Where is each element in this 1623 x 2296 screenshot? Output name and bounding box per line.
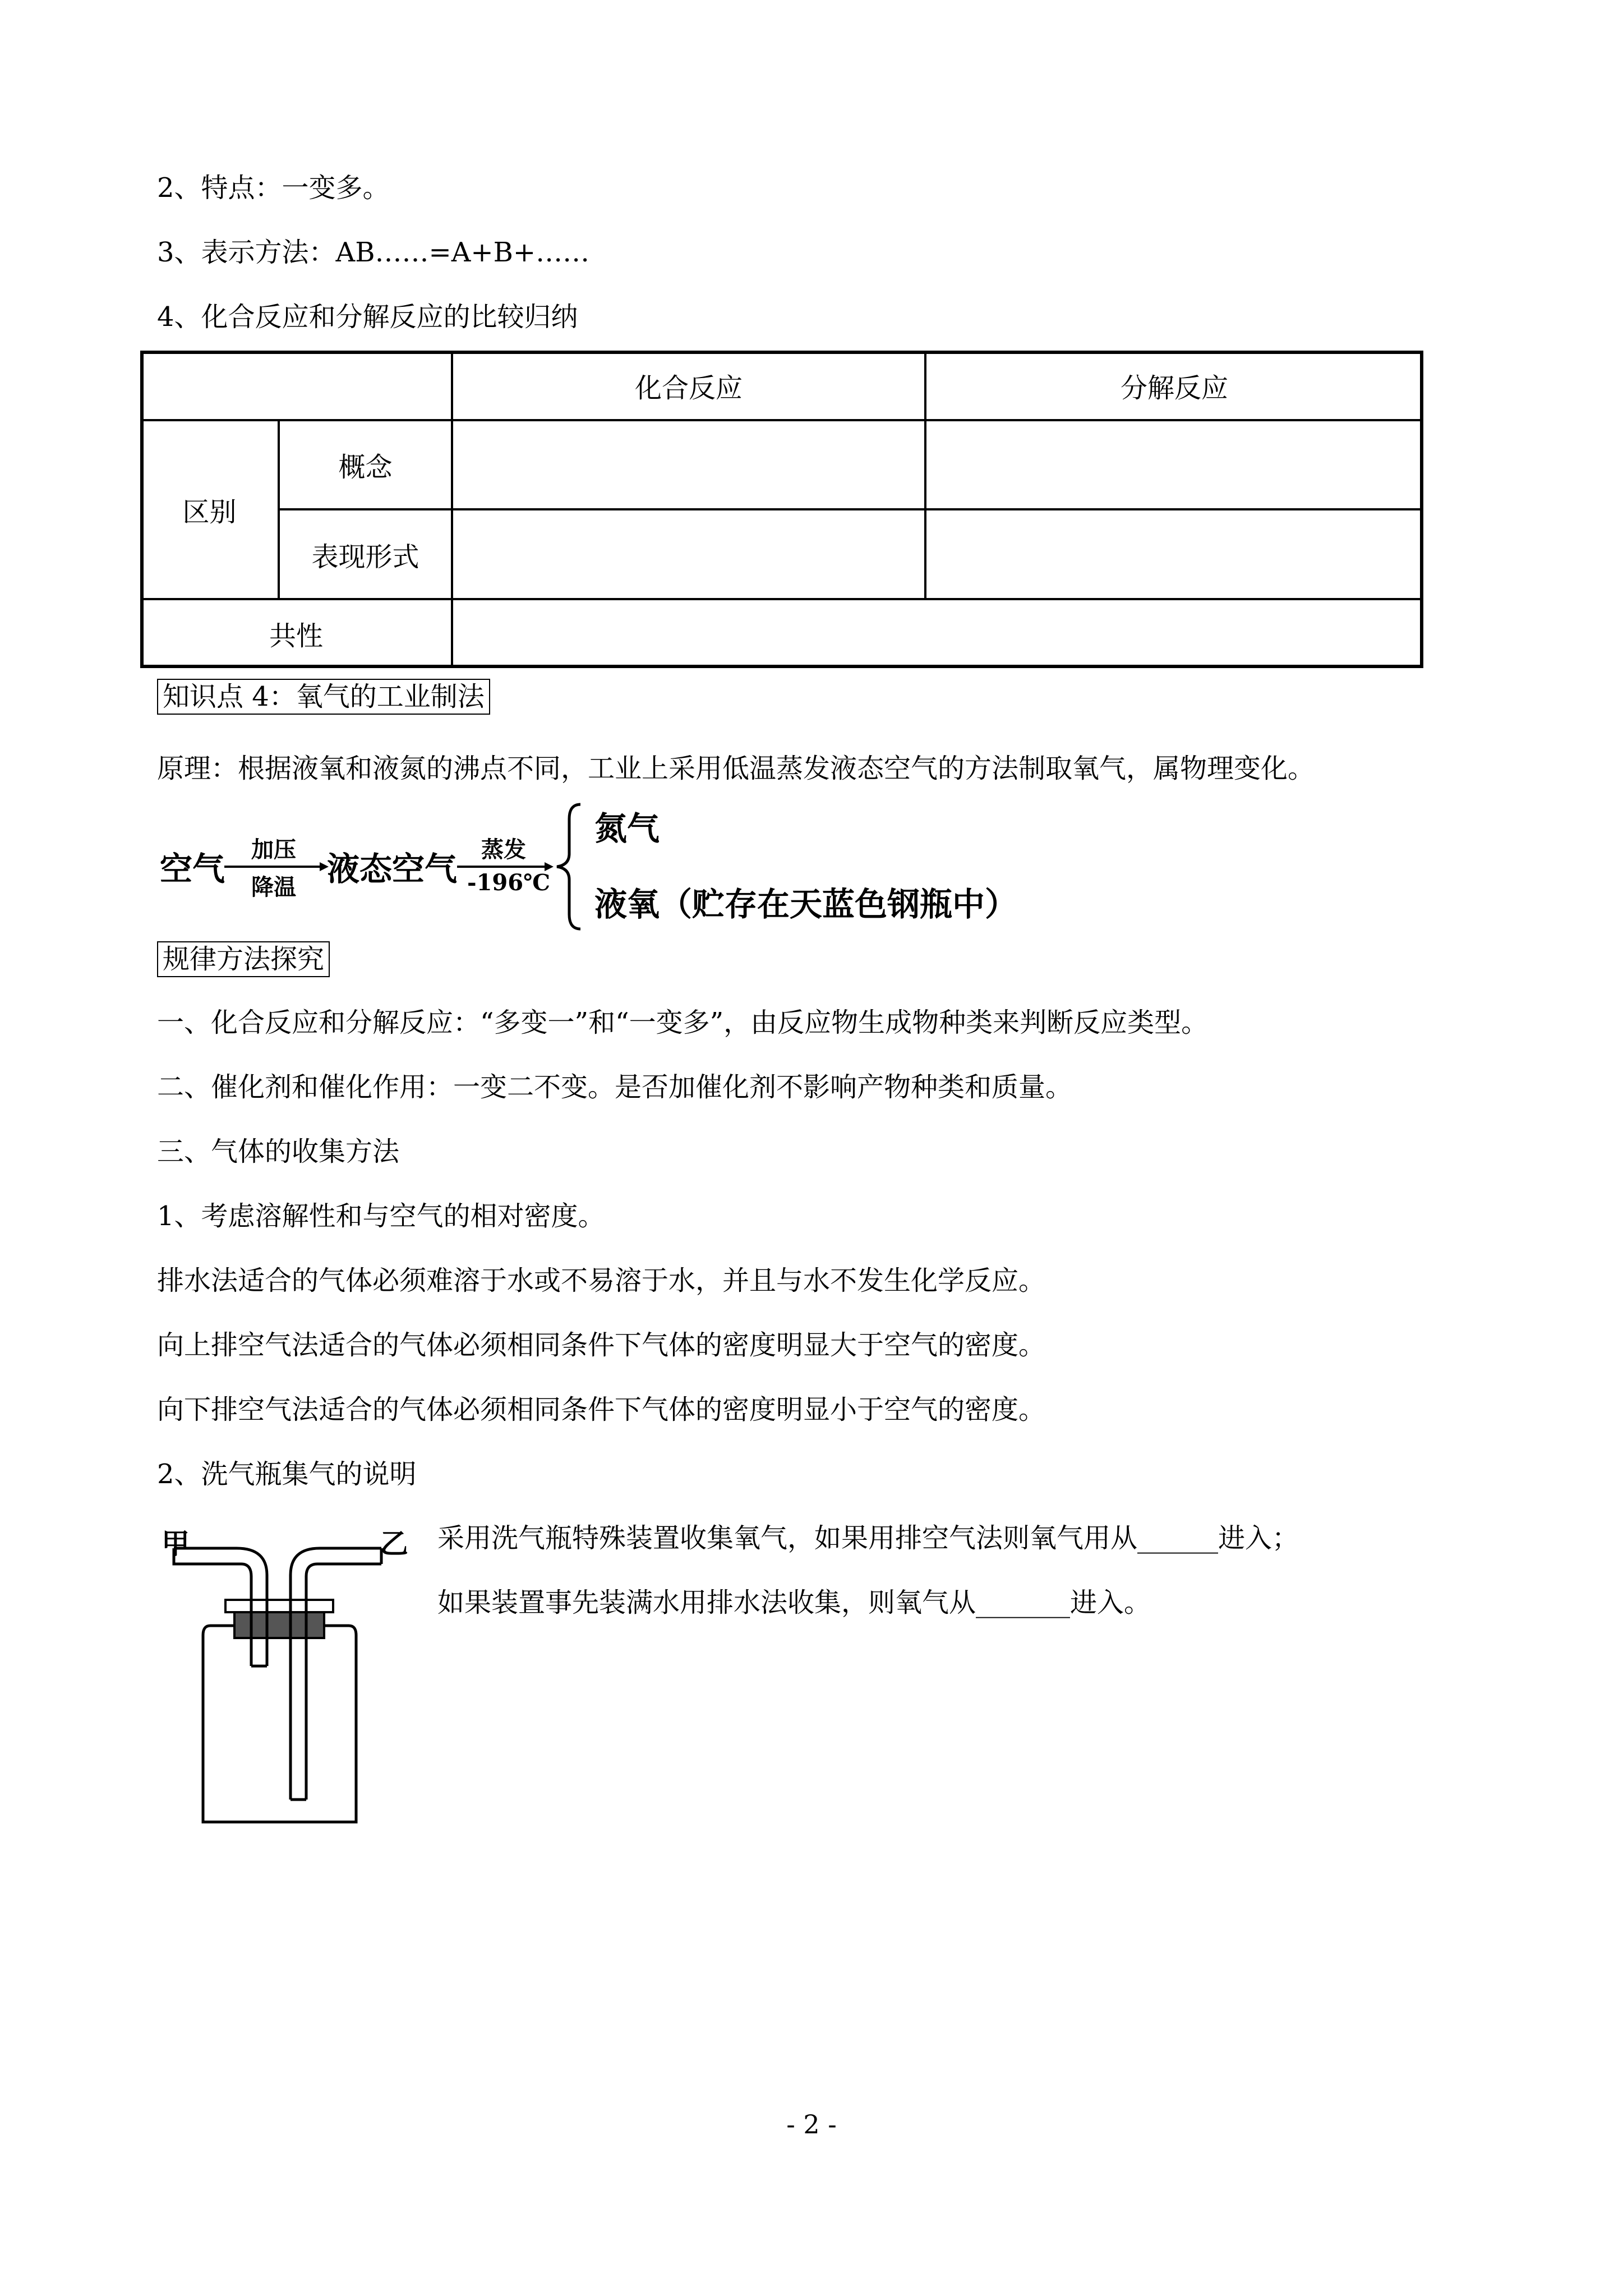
method-p4: 1、考虑溶解性和与空气的相对密度。 — [157, 1200, 605, 1232]
group-label-difference: 区别 — [182, 496, 237, 528]
bottle-question-1: 采用洗气瓶特殊装置收集氧气，如果用排空气法则氧气用从______进入； — [437, 1522, 1299, 1554]
arrow-1 — [224, 858, 331, 875]
arrow-2 — [457, 858, 555, 875]
flow-step2-top: 蒸发 — [481, 836, 526, 863]
section-title-methods: 规律方法探究 — [157, 941, 330, 977]
flow-step1-top: 加压 — [251, 836, 296, 863]
brace — [552, 802, 586, 931]
method-p6: 向上排空气法适合的气体必须相同条件下气体的密度明显大于空气的密度。 — [157, 1329, 1046, 1361]
method-p8: 2、洗气瓶集气的说明 — [157, 1458, 417, 1490]
bottle-label-jia: 甲 — [162, 1527, 190, 1560]
text-line-3: 4、化合反应和分解反应的比较归纳 — [157, 301, 578, 333]
flow-liquid-oxygen: 液氧（贮存在天蓝色钢瓶中） — [594, 885, 1018, 923]
header-combination: 化合反应 — [634, 372, 743, 404]
row-label-concept: 概念 — [338, 452, 393, 483]
row-label-commonality: 共性 — [269, 620, 323, 652]
gas-washing-bottle — [157, 1537, 404, 1829]
bottle-question-2: 如果装置事先装满水用排水法收集，则氧气从_______进入。 — [437, 1587, 1151, 1618]
section-title-oxygen-industrial: 知识点 4：氧气的工业制法 — [157, 679, 490, 715]
row-label-form: 表现形式 — [311, 541, 419, 573]
comparison-table — [140, 351, 1423, 668]
method-p5: 排水法适合的气体必须难溶于水或不易溶于水，并且与水不发生化学反应。 — [157, 1265, 1046, 1296]
method-p2: 二、催化剂和催化作用：一变二不变。是否加催化剂不影响产物种类和质量。 — [157, 1071, 1073, 1103]
text-line-2: 3、表示方法：AB……=A+B+…… — [157, 237, 590, 268]
method-p3: 三、气体的收集方法 — [157, 1136, 400, 1167]
header-decomposition: 分解反应 — [1120, 372, 1228, 404]
page-number: - 2 - — [786, 2109, 837, 2139]
method-p7: 向下排空气法适合的气体必须相同条件下气体的密度明显小于空气的密度。 — [157, 1394, 1046, 1425]
flow-air: 空气 — [160, 850, 225, 888]
flow-step2-bottom: -196℃ — [467, 869, 551, 896]
principle-text: 原理：根据液氧和液氮的沸点不同，工业上采用低温蒸发液态空气的方法制取氧气，属物理变化。 — [157, 753, 1315, 784]
flow-step1-bottom: 降温 — [251, 874, 296, 900]
text-line-1: 2、特点：一变多。 — [157, 172, 390, 204]
method-p1: 一、化合反应和分解反应：“多变一”和“一变多”，由反应物生成物种类来判断反应类型。 — [157, 1007, 1209, 1038]
flow-nitrogen: 氮气 — [594, 809, 660, 848]
bottle-label-yi: 乙 — [380, 1527, 408, 1560]
flow-liquid-air: 液态空气 — [327, 850, 458, 888]
